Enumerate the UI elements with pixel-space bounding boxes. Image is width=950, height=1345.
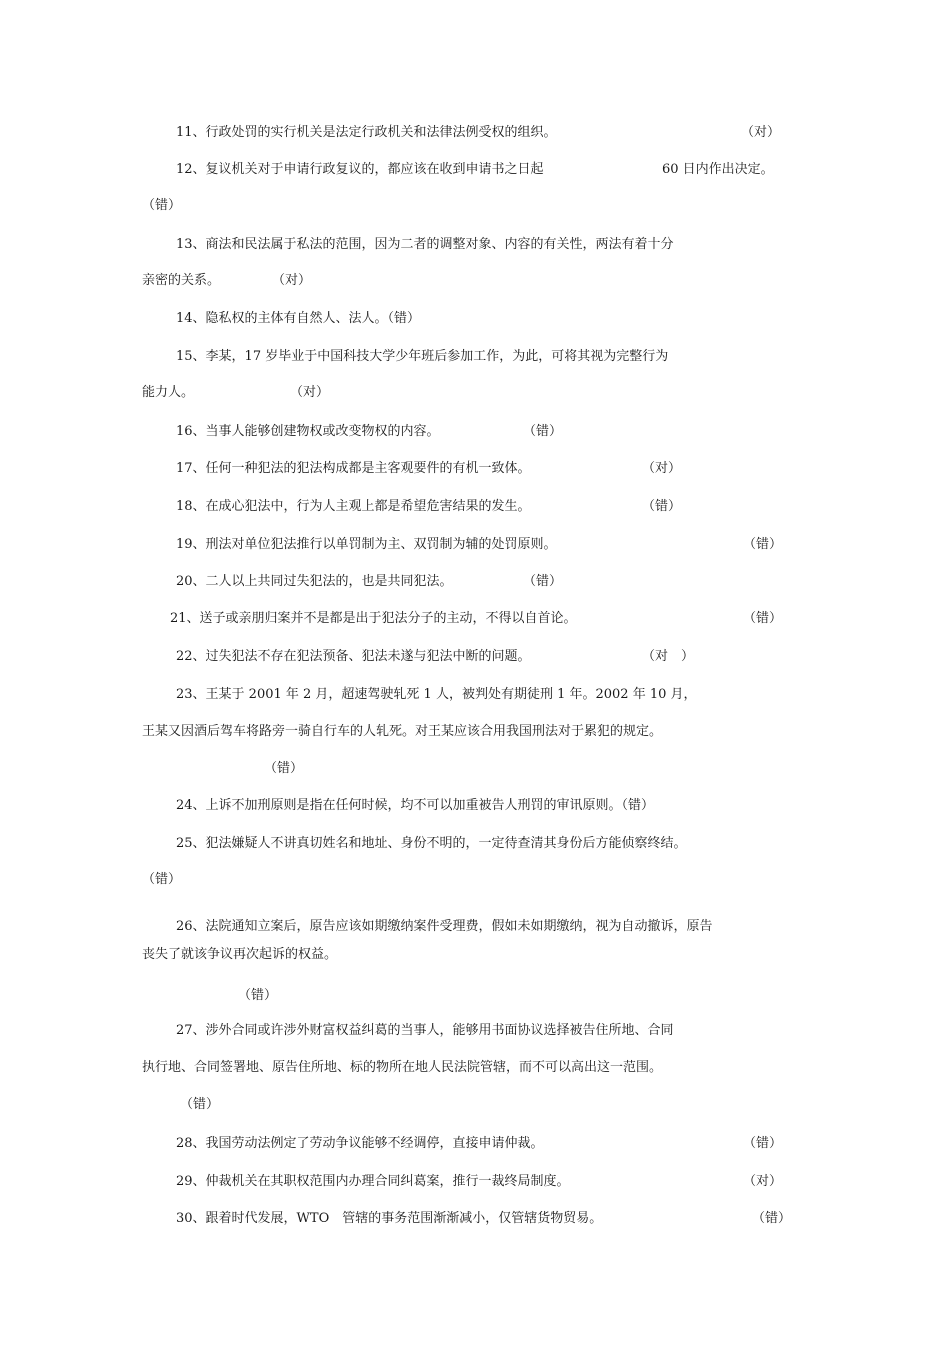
text-line: 13、商法和民法属于私法的范围，因为二者的调整对象、内容的有关性，两法有着十分	[176, 237, 674, 252]
answer-mark: （对）	[741, 125, 781, 140]
answer-mark: （错）	[642, 499, 682, 514]
text-line: 21、送子或亲朋归案并不是都是出于犯法分子的主动，不得以自首论。	[170, 611, 577, 626]
text-line: 14、隐私权的主体有自然人、法人。（错）	[176, 311, 421, 326]
text-line: 27、涉外合同或许涉外财富权益纠葛的当事人，能够用书面协议选择被告住所地、合同	[176, 1023, 674, 1038]
answer-mark: （错）	[142, 198, 182, 213]
text-line: 19、刑法对单位犯法推行以单罚制为主、双罚制为辅的处罚原则。	[176, 537, 557, 552]
text-line: 能力人。	[142, 385, 195, 400]
text-line: 11、行政处罚的实行机关是法定行政机关和法律法例受权的组织。	[176, 125, 557, 140]
text-line: 30、跟着时代发展，WTO 管辖的事务范围渐渐减小，仅管辖货物贸易。	[176, 1211, 603, 1226]
answer-mark: （错）	[743, 611, 783, 626]
answer-mark: （对）	[642, 461, 682, 476]
answer-mark: （对）	[290, 385, 330, 400]
text-line: 25、犯法嫌疑人不讲真切姓名和地址、身份不明的，一定待查清其身份后方能侦察终结。	[176, 836, 687, 851]
text-line: 执行地、合同签署地、原告住所地、标的物所在地人民法院管辖，而不可以高出这一范围。	[142, 1060, 663, 1075]
text-line: 丧失了就该争议再次起诉的权益。	[142, 947, 338, 962]
answer-mark: （对 ）	[642, 649, 695, 664]
text-line: 王某又因酒后驾车将路旁一骑自行车的人轧死。对王某应该合用我国刑法对于累犯的规定。	[142, 724, 663, 739]
answer-mark: （错）	[523, 424, 563, 439]
answer-mark: （错）	[743, 1136, 783, 1151]
text-line: 22、过失犯法不存在犯法预备、犯法未遂与犯法中断的问题。	[176, 649, 531, 664]
text-line: 亲密的关系。	[142, 273, 221, 288]
answer-mark: （错）	[264, 761, 304, 776]
text-line: 17、任何一种犯法的犯法构成都是主客观要件的有机一致体。	[176, 461, 531, 476]
text-line: 18、在成心犯法中，行为人主观上都是希望危害结果的发生。	[176, 499, 531, 514]
text-line: 28、我国劳动法例定了劳动争议能够不经调停，直接申请仲裁。	[176, 1136, 544, 1151]
text-line: 23、王某于 2001 年 2 月，超速驾驶轧死 1 人，被判处有期徒刑 1 年。2002 年 10 月，	[176, 687, 697, 702]
answer-mark: （错）	[752, 1211, 792, 1226]
text-line: 16、当事人能够创建物权或改变物权的内容。	[176, 424, 440, 439]
answer-mark: （对）	[743, 1174, 783, 1189]
text-line: 20、二人以上共同过失犯法的，也是共同犯法。	[176, 574, 453, 589]
text-line: 12、复议机关对于申请行政复议的，都应该在收到申请书之日起	[176, 162, 544, 177]
answer-mark: （错）	[743, 537, 783, 552]
text-line: 24、上诉不加刑原则是指在任何时候，均不可以加重被告人刑罚的审讯原则。（错）	[176, 798, 655, 813]
answer-mark: （错）	[180, 1097, 220, 1112]
answer-mark: （错）	[142, 872, 182, 887]
text-line: 60 日内作出决定。	[662, 162, 774, 177]
answer-mark: （对）	[272, 273, 312, 288]
text-line: 15、李某，17 岁毕业于中国科技大学少年班后参加工作，为此，可将其视为完整行为	[176, 349, 669, 364]
answer-mark: （错）	[523, 574, 563, 589]
text-line: 29、仲裁机关在其职权范围内办理合同纠葛案，推行一裁终局制度。	[176, 1174, 570, 1189]
answer-mark: （错）	[238, 988, 278, 1003]
text-line: 26、法院通知立案后，原告应该如期缴纳案件受理费，假如未如期缴纳，视为自动撤诉，原告	[176, 919, 713, 934]
